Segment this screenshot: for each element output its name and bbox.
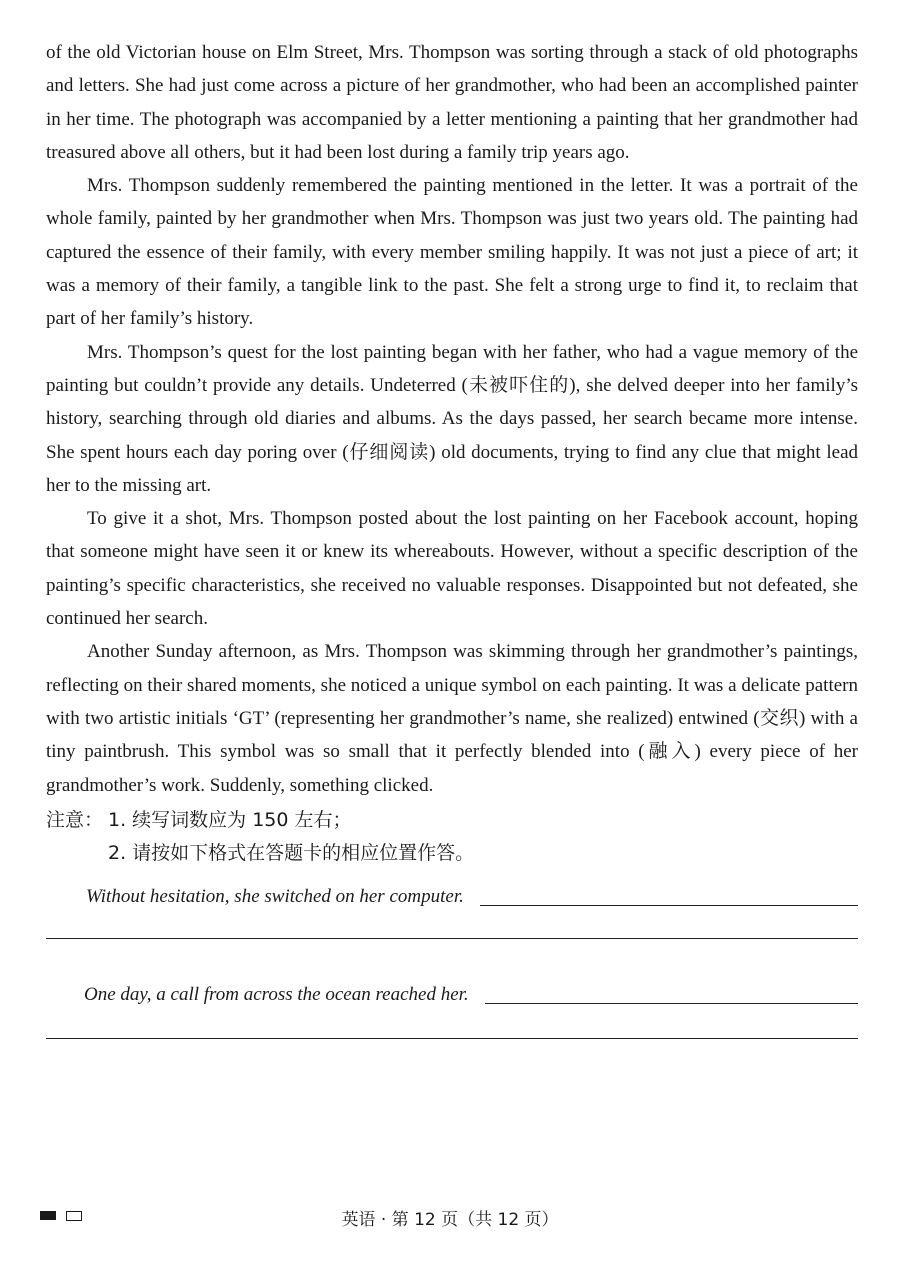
answer-line-1a[interactable] — [480, 905, 858, 906]
writing-instructions — [46, 804, 858, 870]
answer-line-1b-wrapper — [46, 938, 858, 966]
paragraph-prompt-1: Without hesitation, she switched on her computer. — [86, 885, 464, 907]
passage-paragraph-2: Mrs. Thompson suddenly remembered the painting mentioned in the letter. It was a portrait of the whole family, painted by her grandmother when Mrs. Thompson was just two years old. The painting had captured the essence of their family, with every member smiling happily. It was not just a piece of art; it was a memory of their family, a tangible link to the past. She felt a strong urge to find it, to reclaim that part of her family’s history. — [46, 175, 858, 330]
page-number: 英语 · 第 12 页（共 12 页） — [341, 1210, 559, 1230]
instruction-word-count: 1. 续写词数应为 150 左右； — [108, 808, 352, 831]
exam-page — [46, 36, 858, 1068]
paragraph-prompt-2: One day, a call from across the ocean reached her. — [84, 983, 469, 1005]
answer-line-2b-wrapper — [46, 1038, 858, 1068]
answer-line-1b[interactable] — [46, 938, 858, 939]
prompt-row-2 — [46, 974, 858, 1008]
page-footer — [0, 1205, 900, 1235]
passage-paragraph-5: Another Sunday afternoon, as Mrs. Thompson was skimming through her grandmother’s paintings, reflecting on their shared moments, she noticed a unique symbol on each painting. It was a delicate pattern with two artistic initials ‘GT’ (representing her grandmother’s name, she realized) entwined (交织) with a tiny paintbrush. This symbol was so small that it perfectly blended into (融入) every piece of her grandmother’s work. Suddenly, something clicked. — [46, 641, 858, 796]
instruction-row-1 — [46, 804, 858, 837]
instruction-row-2 — [46, 837, 858, 870]
answer-line-2b[interactable] — [46, 1038, 858, 1039]
passage-paragraph-1: of the old Victorian house on Elm Street, Mrs. Thompson was sorting through a stack of old photographs and letters. She had just come across a picture of her grandmother, who had been an accomplished painter in her time. The photograph was accompanied by a letter mentioning a painting that her grandmother had treasured above all others, but it had been lost during a family trip years ago. — [46, 42, 858, 163]
passage-paragraph-4: To give it a shot, Mrs. Thompson posted about the lost painting on her Facebook account, hoping that someone might have seen it or knew its whereabouts. However, without a specific description of the painting’s specific characteristics, she received no valuable responses. Disappointed but not defeated, she continued her search. — [46, 508, 858, 630]
instruction-label: 注意： — [46, 808, 104, 831]
answer-line-2a[interactable] — [485, 1003, 858, 1004]
prompt-row-1 — [46, 876, 858, 910]
instruction-format: 2. 请按如下格式在答题卡的相应位置作答。 — [108, 841, 475, 864]
passage-paragraph-3: Mrs. Thompson’s quest for the lost painting began with her father, who had a vague memory of the painting but couldn’t provide any details. Undeterred (未被吓住的), she delved deeper into her family’s history, searching through old diaries and albums. As the days passed, her search became more intense. She spent hours each day poring over (仔细阅读) old documents, trying to find any clue that might lead her to the missing art. — [46, 341, 858, 496]
